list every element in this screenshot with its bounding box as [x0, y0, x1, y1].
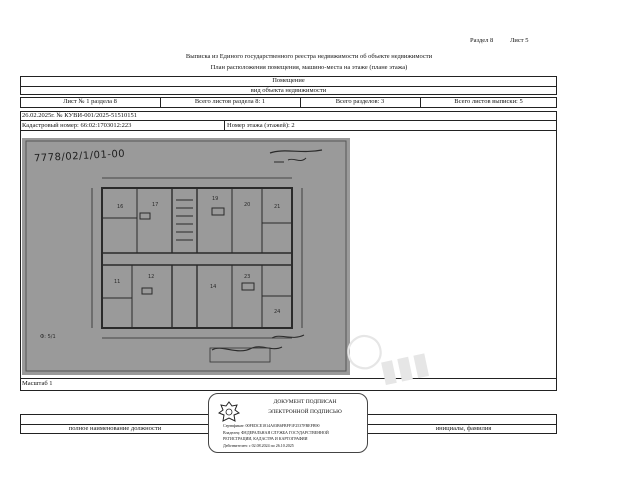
signature-owner: Владелец: ФЕДЕРАЛЬНАЯ СЛУЖБА ГОСУДАРСТВЕННОЙ: [223, 430, 329, 435]
svg-text:16: 16: [117, 204, 124, 210]
scale-label: Масштаб 1: [22, 380, 53, 387]
svg-text:24: 24: [274, 309, 281, 315]
floor-plan-image: [22, 138, 350, 375]
document-title: Выписка из Единого государственного реестра недвижимости об объекте недвижимости: [185, 53, 433, 60]
signature-validity: Действителен: с 02.08.2024 по 26.10.2025: [223, 443, 294, 448]
document-subtitle: План расположения помещения, машино-места на этаже (плане этажа): [210, 64, 408, 71]
svg-text:12: 12: [148, 274, 155, 280]
plan-handwritten-number: 7778/02/1/01-00: [33, 148, 126, 165]
total-section-sheets: Всего листов раздела 8: 1: [194, 98, 266, 105]
svg-text:23: 23: [244, 274, 251, 280]
svg-text:14: 14: [210, 284, 217, 290]
object-type-caption: вид объекта недвижимости: [250, 87, 327, 94]
floor-plan-drawing: [22, 138, 350, 375]
position-caption: полное наименование должности: [68, 425, 162, 432]
name-caption: инициалы, фамилия: [435, 425, 492, 432]
divider: [20, 378, 557, 379]
svg-text:20: 20: [244, 202, 251, 208]
signature-subtitle: ЭЛЕКТРОННОЙ ПОДПИСЬЮ: [268, 409, 342, 415]
total-sections: Всего разделов: 3: [335, 98, 385, 105]
electronic-signature-stamp: [208, 393, 368, 453]
svg-text:21: 21: [274, 204, 281, 210]
divider: [20, 130, 557, 131]
document-number: 26.02.2025г. № КУВИ-001/2025-51510151: [22, 112, 137, 119]
svg-text:11: 11: [114, 279, 121, 285]
divider: [224, 120, 225, 130]
total-extract-sheets: Всего листов выписки: 5: [454, 98, 523, 105]
svg-text:17: 17: [152, 202, 159, 208]
object-type: Помещение: [272, 77, 305, 84]
cadastral-number: Кадастровый номер: 66:02:1703012:223: [22, 122, 132, 129]
signature-certificate: Сертификат: 00FEDCE1814A03B6FBFF1F2537FBEFB90: [223, 423, 320, 428]
signature-title: ДОКУМЕНТ ПОДПИСАН: [273, 399, 337, 405]
sheet-number: Лист 5: [510, 37, 529, 44]
divider: [20, 120, 557, 121]
floor-number: Номер этажа (этажей): 2: [227, 122, 295, 129]
signature-owner-cont: РЕГИСТРАЦИИ, КАДАСТРА И КАРТОГРАФИИ: [223, 436, 308, 441]
watermark-logo: ◯: [341, 326, 387, 374]
svg-text:19: 19: [212, 196, 219, 202]
sheet-of-section: Лист № 1 раздела 8: [63, 98, 117, 105]
svg-text:Ф: 5/1: Ф: 5/1: [40, 334, 56, 340]
section-number: Раздел 8: [470, 37, 494, 44]
watermark-text: ▮▮▮: [376, 345, 433, 390]
